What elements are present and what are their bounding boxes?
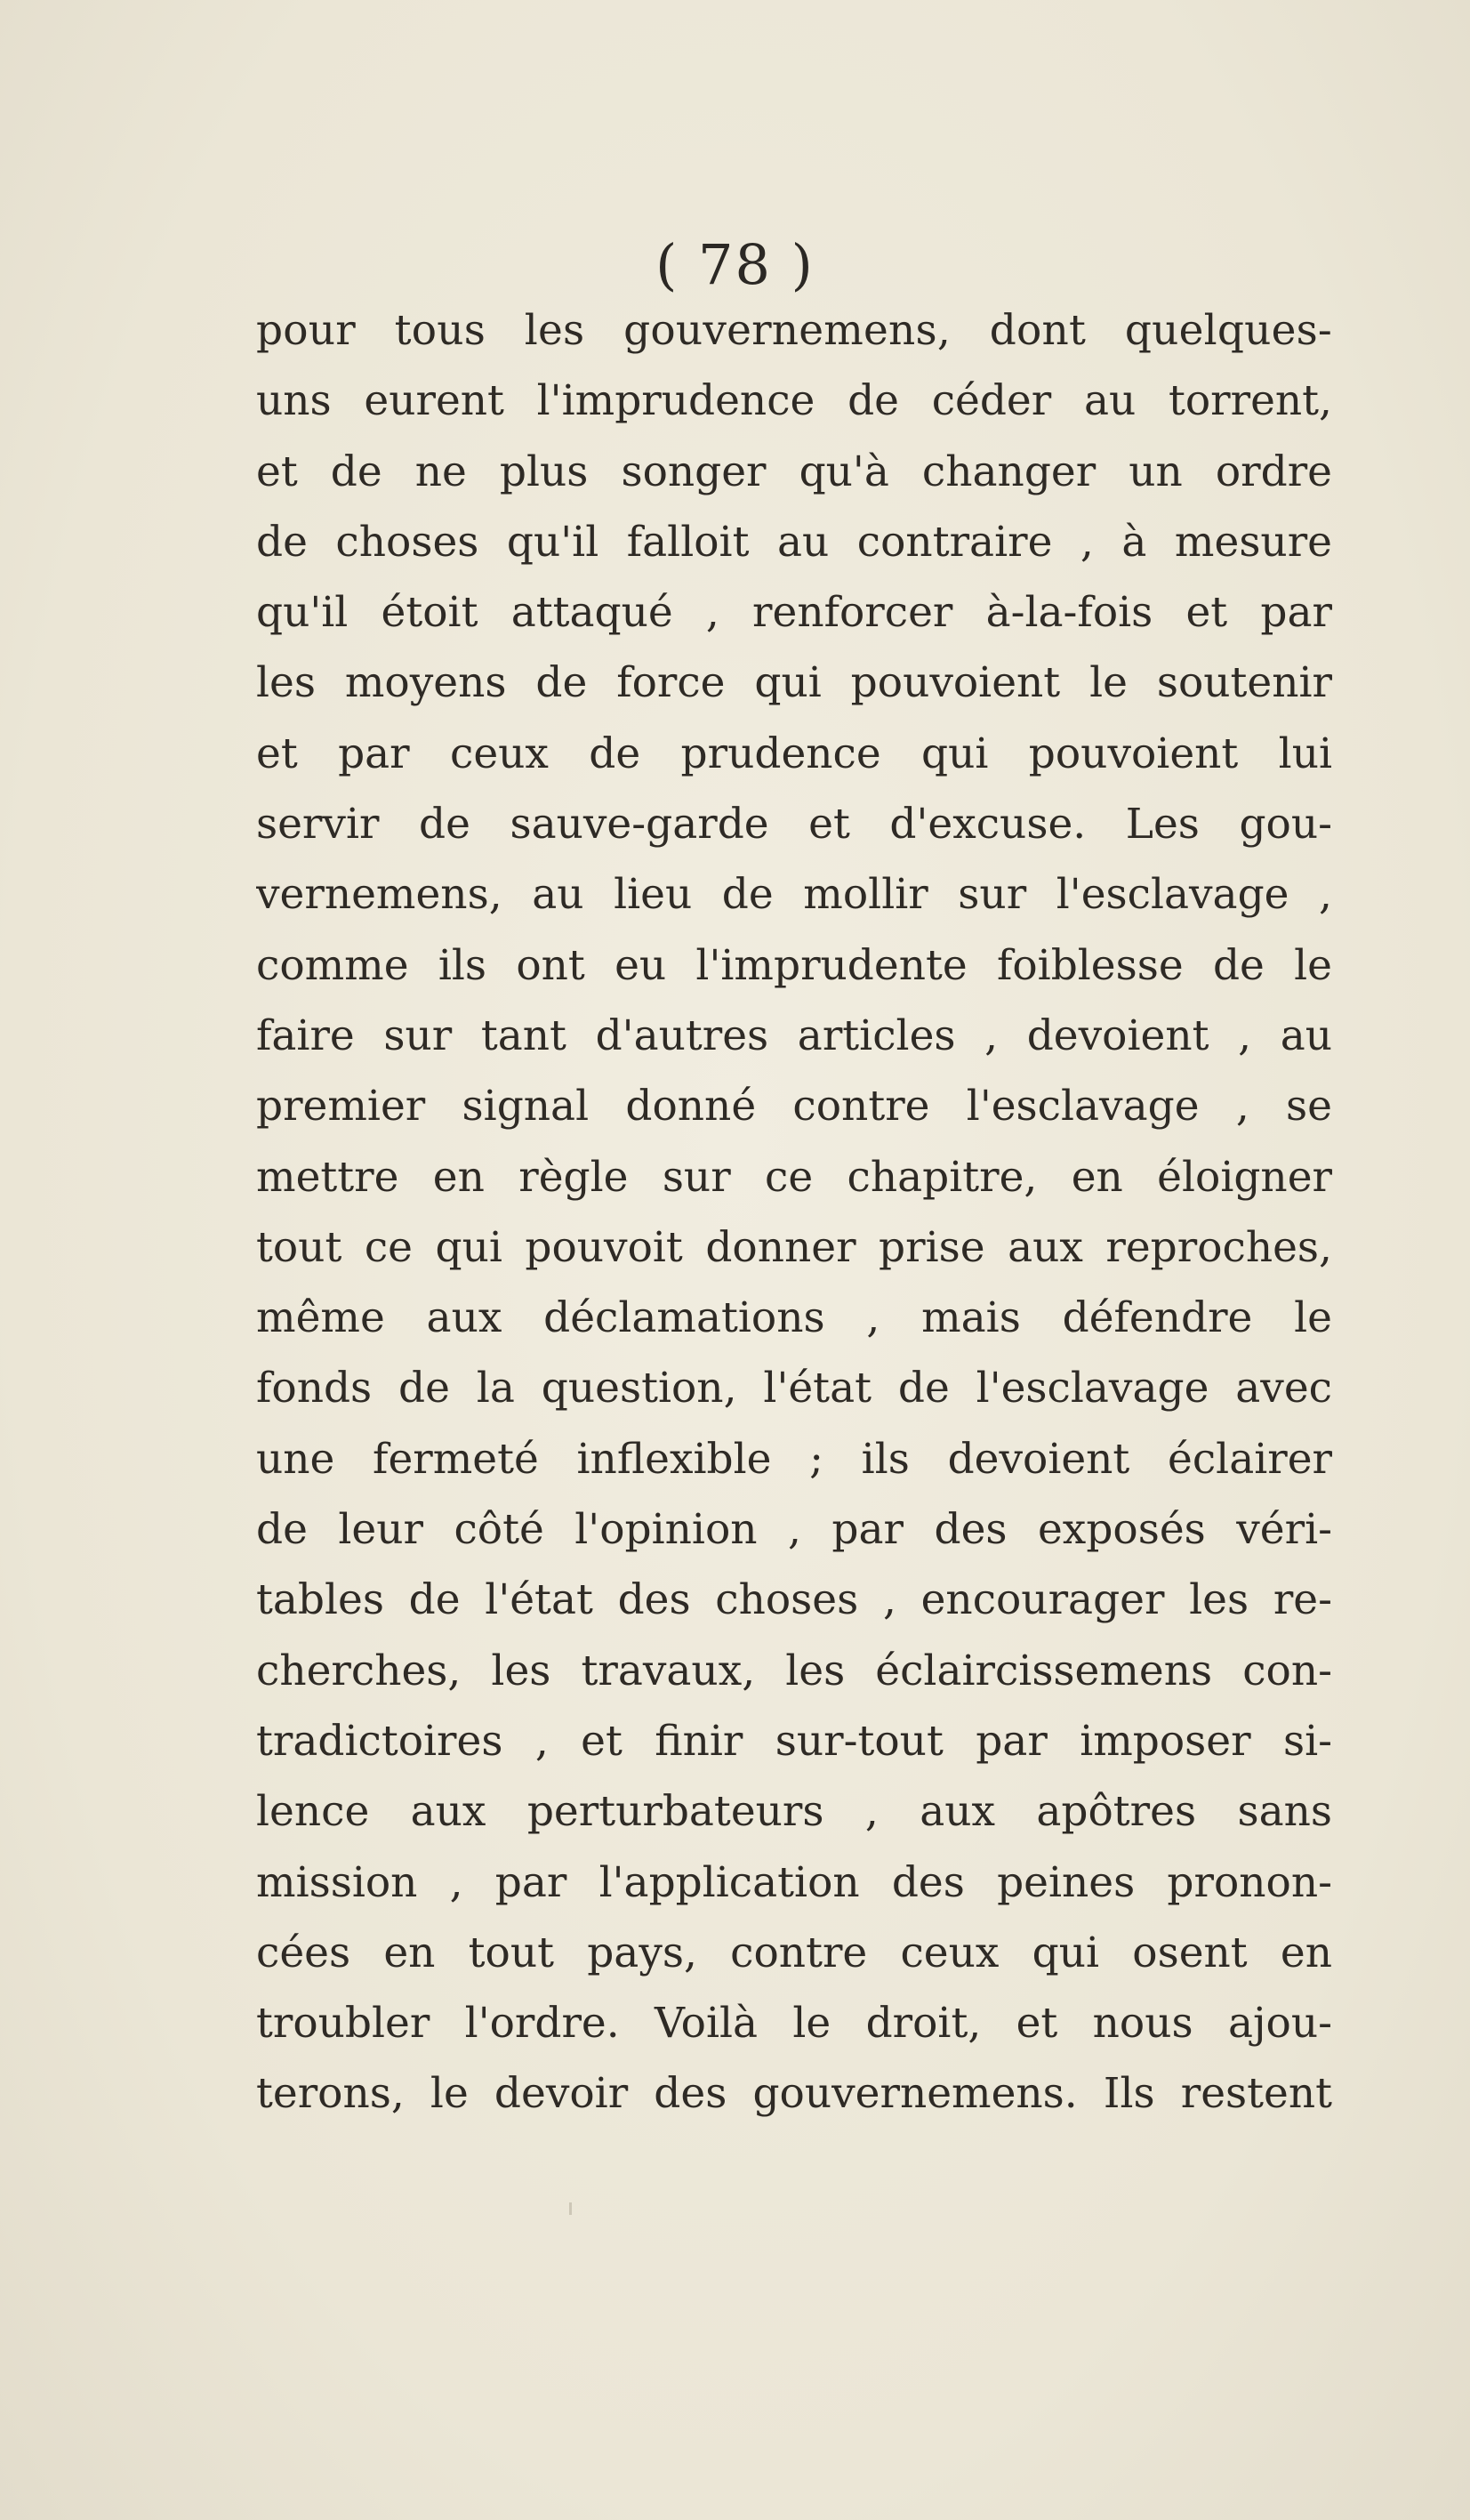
text-line: premier signal donné contre l'esclavage , se (256, 1082, 1332, 1131)
text-line: les moyens de force qui pouvoient le soutenir (256, 658, 1332, 708)
text-line: comme ils ont eu l'imprudente foiblesse de le (256, 940, 1332, 990)
text-line: qu'il étoit attaqué , renforcer à-la-fois et par (256, 588, 1332, 638)
text-line: faire sur tant d'autres articles , devoient , au (256, 1010, 1332, 1060)
paper-speck (569, 2202, 572, 2215)
text-line: pour tous les gouvernemens, dont quelques- (256, 306, 1332, 355)
text-line: et de ne plus songer qu'à changer un ordre (256, 447, 1332, 496)
text-line: cées en tout pays, contre ceux qui osent en (256, 1928, 1332, 1977)
text-line: troubler l'ordre. Voilà le droit, et nous ajou- (256, 1999, 1332, 2049)
text-line: de leur côté l'opinion , par des exposés véri- (256, 1505, 1332, 1555)
text-line: uns eurent l'imprudence de céder au torrent, (256, 376, 1332, 426)
text-line: même aux déclamations , mais défendre le (256, 1293, 1332, 1343)
text-line: et par ceux de prudence qui pouvoient lui (256, 729, 1332, 778)
text-line: cherches, les travaux, les éclaircissemens con- (256, 1646, 1332, 1695)
text-line: tradictoires , et finir sur-tout par imposer si- (256, 1716, 1332, 1766)
text-line: lence aux perturbateurs , aux apôtres sans (256, 1787, 1332, 1837)
page-number: ( 78 ) (655, 232, 815, 297)
text-line: tables de l'état des choses , encourager les re- (256, 1575, 1332, 1625)
text-line: mission , par l'application des peines pronon- (256, 1857, 1332, 1907)
text-line: tout ce qui pouvoit donner prise aux reproches, (256, 1222, 1332, 1272)
body-text (256, 295, 1332, 2130)
text-line: mettre en règle sur ce chapitre, en éloigner (256, 1152, 1332, 1202)
text-line: servir de sauve-garde et d'excuse. Les gou- (256, 800, 1332, 849)
text-line: une fermeté inflexible ; ils devoient éclairer (256, 1434, 1332, 1484)
text-line: de choses qu'il falloit au contraire , à mesure (256, 517, 1332, 567)
text-line: fonds de la question, l'état de l'esclavage avec (256, 1364, 1332, 1413)
text-line: vernemens, au lieu de mollir sur l'esclavage , (256, 870, 1332, 920)
text-line: terons, le devoir des gouvernemens. Ils restent (256, 2069, 1332, 2119)
